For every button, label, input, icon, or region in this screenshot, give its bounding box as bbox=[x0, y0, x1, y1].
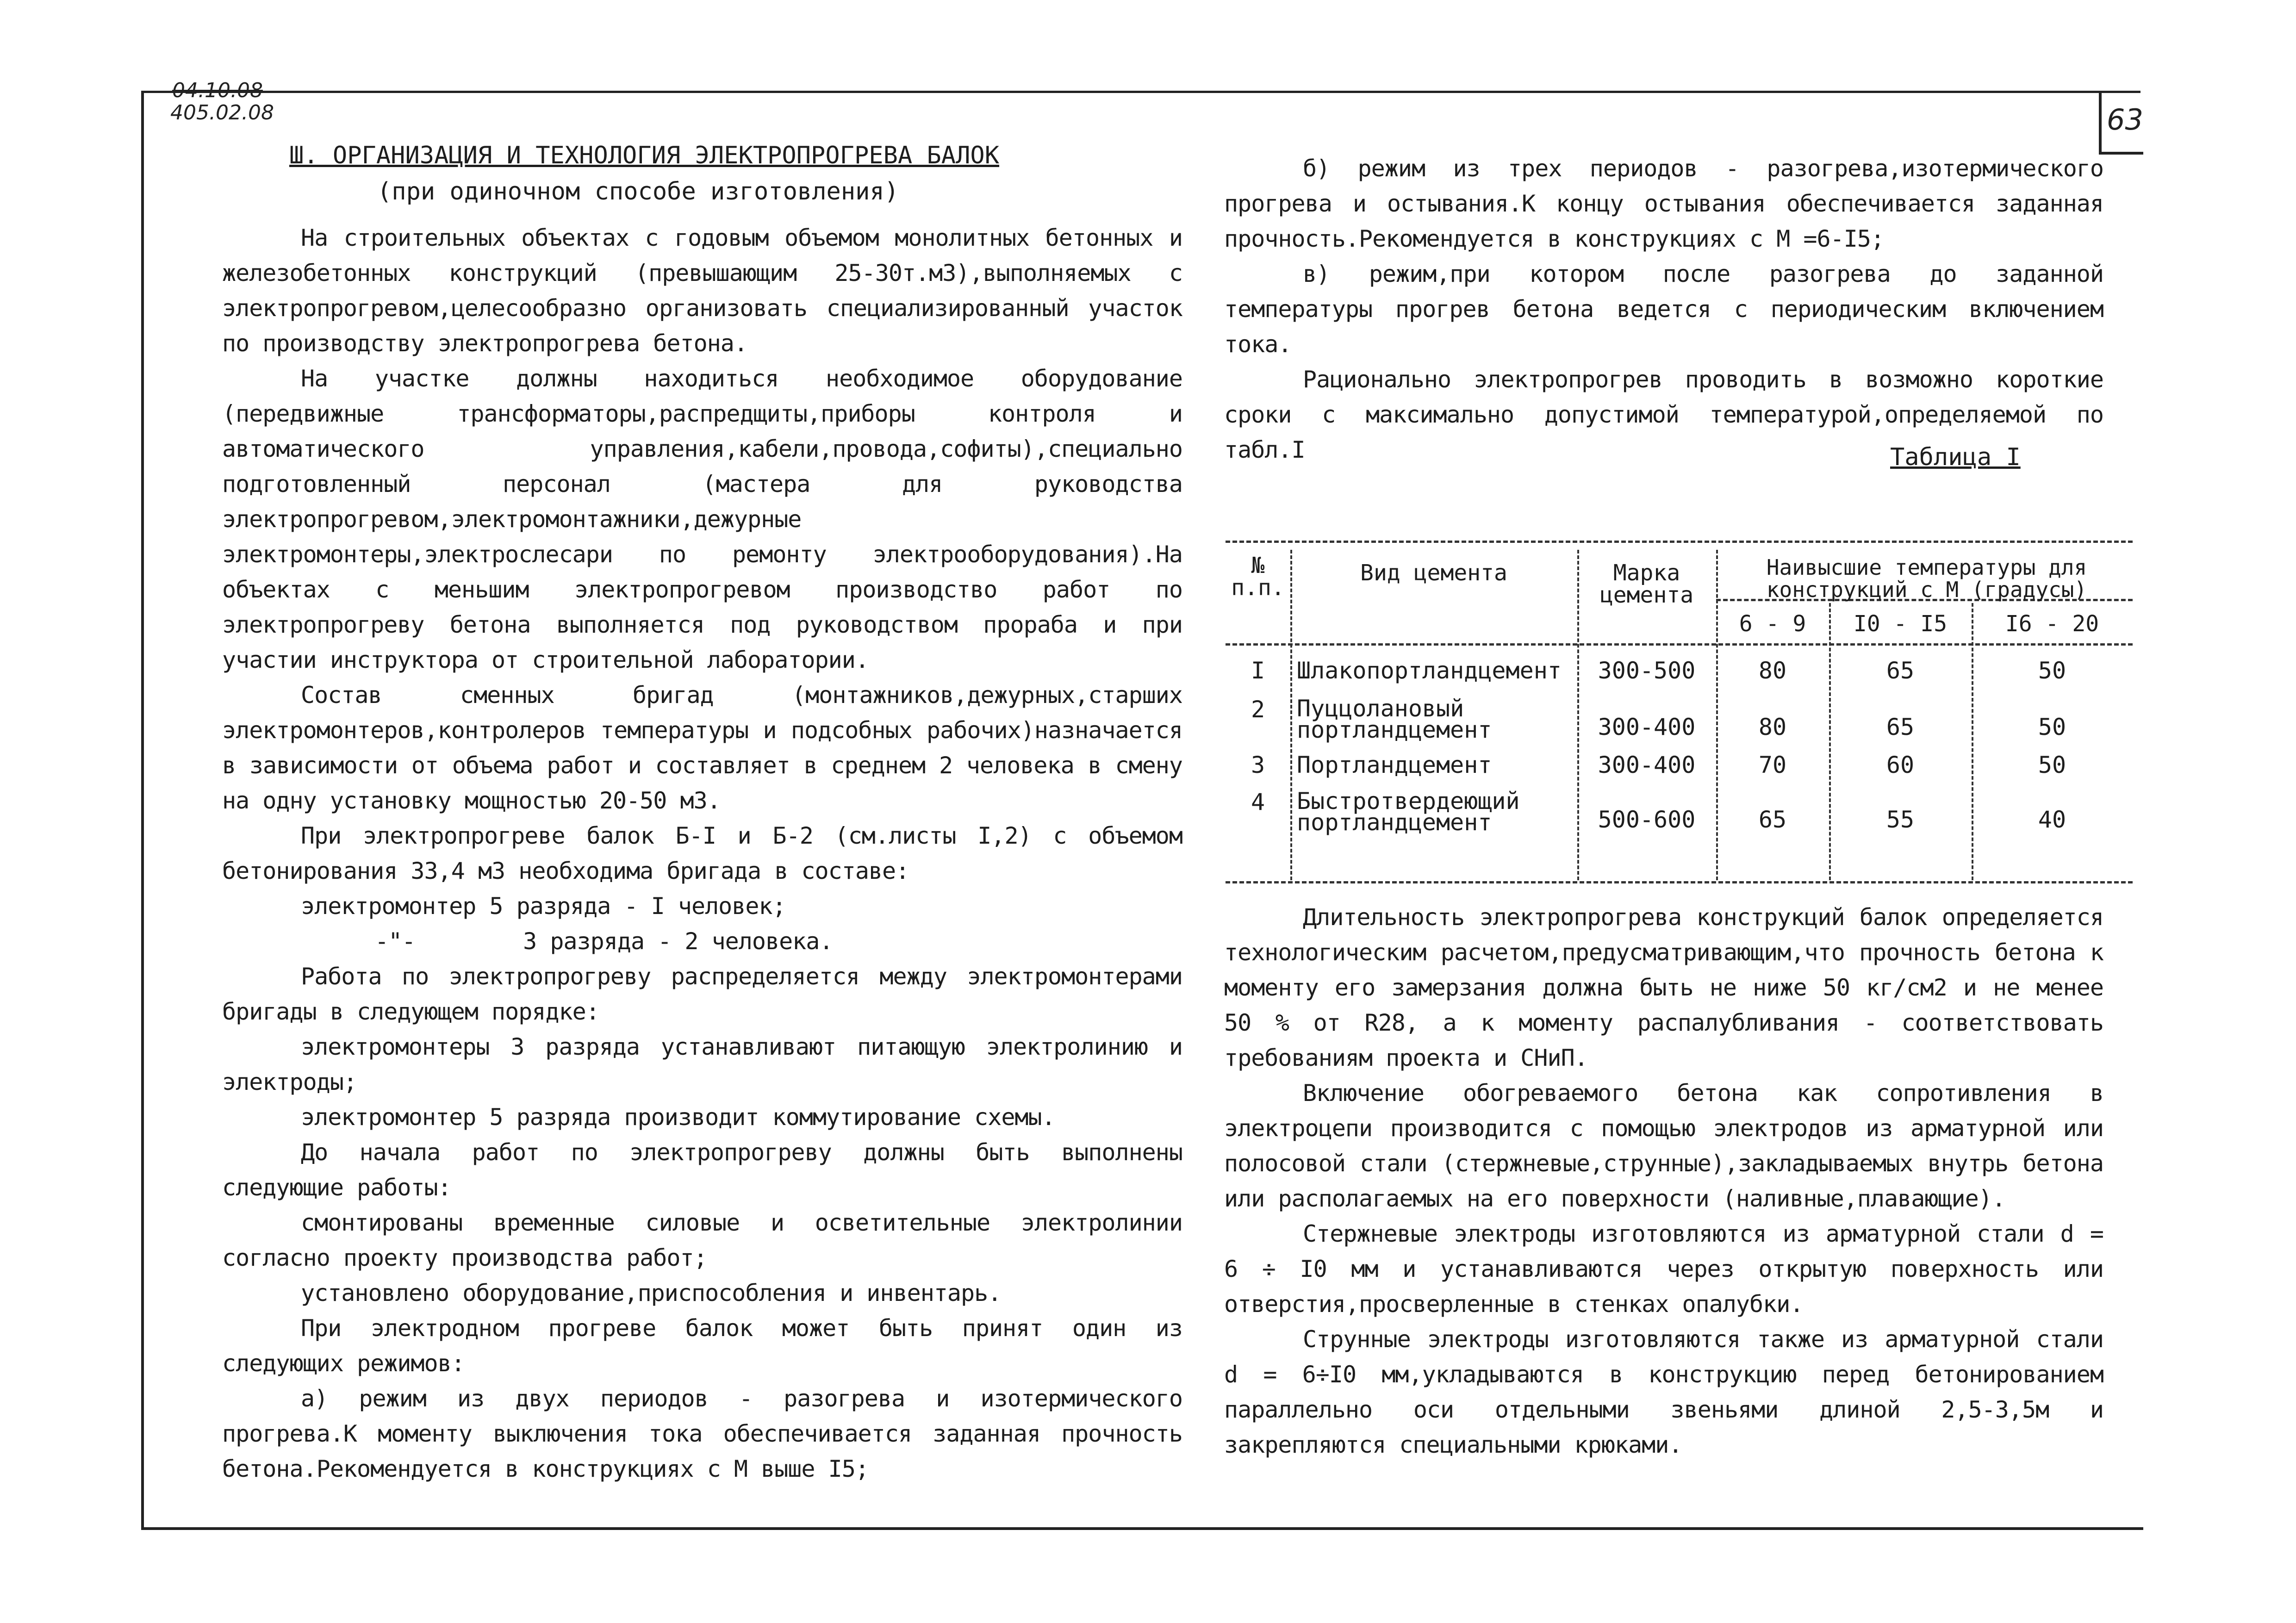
cell-cement: Портландцемент bbox=[1297, 752, 1492, 778]
cell-grade: 300-400 bbox=[1598, 752, 1696, 778]
cell-temp: 80 bbox=[1758, 714, 1787, 740]
temperature-table bbox=[1226, 541, 2133, 885]
paragraph: в) режим,при котором после разогрева до заданной температуры прогрев бетона ведется с периодическим включением тока. bbox=[1224, 261, 2103, 358]
cell-cement: Быстротвердеющий портландцемент bbox=[1297, 788, 1520, 836]
paragraph: а) режим из двух периодов - разогрева и изотермического прогрева.К моменту выключения тока обеспечивается заданная прочность бетона.Рекомендуется в конструкциях с М выше I5; bbox=[222, 1385, 1182, 1482]
cell-grade: 300-400 bbox=[1598, 714, 1696, 740]
paragraph: Состав сменных бригад (монтажников,дежурных,старших электромонтеров,контролеров температуры и подсобных рабочих)назначается в зависимости от объема работ и составляет в среднем 2 человека в смену на одну установку мощностью 20-50 м3. bbox=[222, 682, 1182, 814]
paragraph: Включение обогреваемого бетона как сопротивления в электроцепи производится с помощью электродов из арматурной или полосовой стали (стержневые,струнные),закладываемых внутрь бетона или располагаемых на его поверхности (наливные,плавающие). bbox=[1224, 1080, 2103, 1212]
cell-temp: 50 bbox=[2038, 752, 2066, 778]
cell-temp: 65 bbox=[1758, 806, 1787, 833]
header-range: I6 - 20 bbox=[2005, 611, 2099, 637]
table-bottom-rule bbox=[1226, 881, 2133, 883]
cell-no: I bbox=[1251, 657, 1265, 684]
cell-no: 2 bbox=[1251, 696, 1265, 723]
right-column-bottom bbox=[1224, 900, 2103, 1462]
table-top-rule bbox=[1226, 541, 2133, 543]
cell-cement: Пуццолановый портландцемент bbox=[1297, 695, 1492, 743]
paragraph: При электродном прогреве балок может быть принят один из следующих режимов: bbox=[222, 1315, 1182, 1377]
header-temperature: Наивысшие температуры для конструкций с М (градусы) bbox=[1766, 555, 2087, 602]
paragraph: электромонтер 5 разряда - I человек; bbox=[301, 893, 786, 920]
cell-temp: 60 bbox=[1886, 752, 1915, 778]
table-header-rule bbox=[1226, 643, 2133, 646]
cell-temp: 40 bbox=[2038, 806, 2066, 833]
paragraph: электромонтеры 3 разряда устанавливают питающую электролинию и электроды; bbox=[222, 1033, 1182, 1095]
cell-grade: 300-500 bbox=[1598, 657, 1696, 684]
paragraph: -"- 3 разряда - 2 человека. bbox=[375, 928, 833, 955]
page-number: 63 bbox=[2107, 103, 2143, 137]
paragraph: б) режим из трех периодов - разогрева,изотермического прогрева и остывания.К концу остывания обеспечивается заданная прочность.Рекомендуется в конструкциях с М =6-I5; bbox=[1224, 155, 2103, 252]
paragraph: смонтированы временные силовые и осветительные электролинии согласно проекту производства работ; bbox=[222, 1209, 1182, 1271]
section-title: Ш. ОРГАНИЗАЦИЯ И ТЕХНОЛОГИЯ ЭЛЕКТРОПРОГРЕВА БАЛОК bbox=[289, 142, 1000, 169]
cell-temp: 55 bbox=[1886, 806, 1915, 833]
paragraph: Стержневые электроды изготовляются из арматурной стали d = 6 ÷ I0 мм и устанавливаются через открытую поверхность или отверстия,просверленные в стенках опалубки. bbox=[1224, 1220, 2103, 1318]
section-subtitle: (при одиночном способе изготовления) bbox=[377, 178, 899, 205]
table-col-divider bbox=[1829, 603, 1831, 880]
header-grade: Марка цемента bbox=[1599, 560, 1694, 608]
doc-code-main: 405.02.08 bbox=[170, 101, 274, 124]
left-column bbox=[222, 220, 1182, 1486]
paragraph: Рационально электропрогрев проводить в возможно короткие сроки с максимально допустимой температурой,определяемой по табл.I bbox=[1224, 366, 2103, 463]
paragraph: При электропрогреве балок Б-I и Б-2 (см.листы I,2) с объемом бетонирования 33,4 м3 необходима бригада в составе: bbox=[222, 822, 1182, 884]
cell-temp: 50 bbox=[2038, 714, 2066, 740]
frame-top-line bbox=[141, 91, 2140, 93]
paragraph: электромонтер 5 разряда производит коммутирование схемы. bbox=[301, 1104, 1055, 1131]
cell-temp: 50 bbox=[2038, 657, 2066, 684]
right-column-top bbox=[1224, 151, 2103, 467]
table-col-divider bbox=[1290, 550, 1292, 880]
cell-temp: 80 bbox=[1758, 657, 1787, 684]
header-cement: Вид цемента bbox=[1360, 560, 1507, 586]
header-range: I0 - I5 bbox=[1853, 611, 1948, 637]
paragraph: Работа по электропрогреву распределяется между электромонтерами бригады в следующем порядке: bbox=[222, 963, 1182, 1025]
table-caption: Таблица I bbox=[1890, 443, 2021, 471]
paragraph: Струнные электроды изготовляются также из арматурной стали d = 6÷I0 мм,укладываются в конструкцию перед бетонированием параллельно оси отдельными звеньями длиной 2,5-3,5м и закрепляются специальными крюками. bbox=[1224, 1326, 2103, 1458]
paragraph: Длительность электропрогрева конструкций балок определяется технологическим расчетом,предусматривающим,что прочность бетона к моменту его замерзания должна быть не ниже 50 кг/см2 и не менее 50 % от R28, а к моменту распалубливания - соответствовать требованиям проекта и СНиП. bbox=[1224, 904, 2103, 1071]
table-col-divider bbox=[1972, 603, 1973, 880]
cell-temp: 70 bbox=[1758, 752, 1787, 778]
cell-no: 3 bbox=[1251, 752, 1265, 778]
paragraph: На участке должны находиться необходимое оборудование (передвижные трансформаторы,распредщиты,приборы контроля и автоматического управления,кабели,провода,софиты),специально подготовленный персонал (мастера для руководства электропрогревом,электромонтажники,дежурные электромонтеры,электрослесари по ремонту электрооборудования).На объектах с меньшим электропрогревом производство работ по электропрогреву бетона выполняется под руководством прораба и при участии инструктора от строительной лаборатории. bbox=[222, 365, 1182, 673]
cell-no: 4 bbox=[1251, 789, 1265, 815]
cell-temp: 65 bbox=[1886, 714, 1915, 740]
header-no: № п.п. bbox=[1231, 553, 1285, 601]
cell-grade: 500-600 bbox=[1598, 806, 1696, 833]
header-range: 6 - 9 bbox=[1739, 611, 1806, 637]
paragraph: установлено оборудование,приспособления и инвентарь. bbox=[301, 1280, 1002, 1306]
cell-cement: Шлакопортландцемент bbox=[1297, 657, 1562, 684]
doc-code-top: 04.10.08 bbox=[172, 79, 263, 102]
paragraph: До начала работ по электропрогреву должны быть выполнены следующие работы: bbox=[222, 1139, 1182, 1201]
paragraph: На строительных объектах с годовым объемом монолитных бетонных и железобетонных конструкций (превышающим 25-30т.м3),выполняемых с электропрогревом,целесообразно организовать специализированный участок по производству электропрогрева бетона. bbox=[222, 224, 1182, 357]
cell-temp: 65 bbox=[1886, 657, 1915, 684]
